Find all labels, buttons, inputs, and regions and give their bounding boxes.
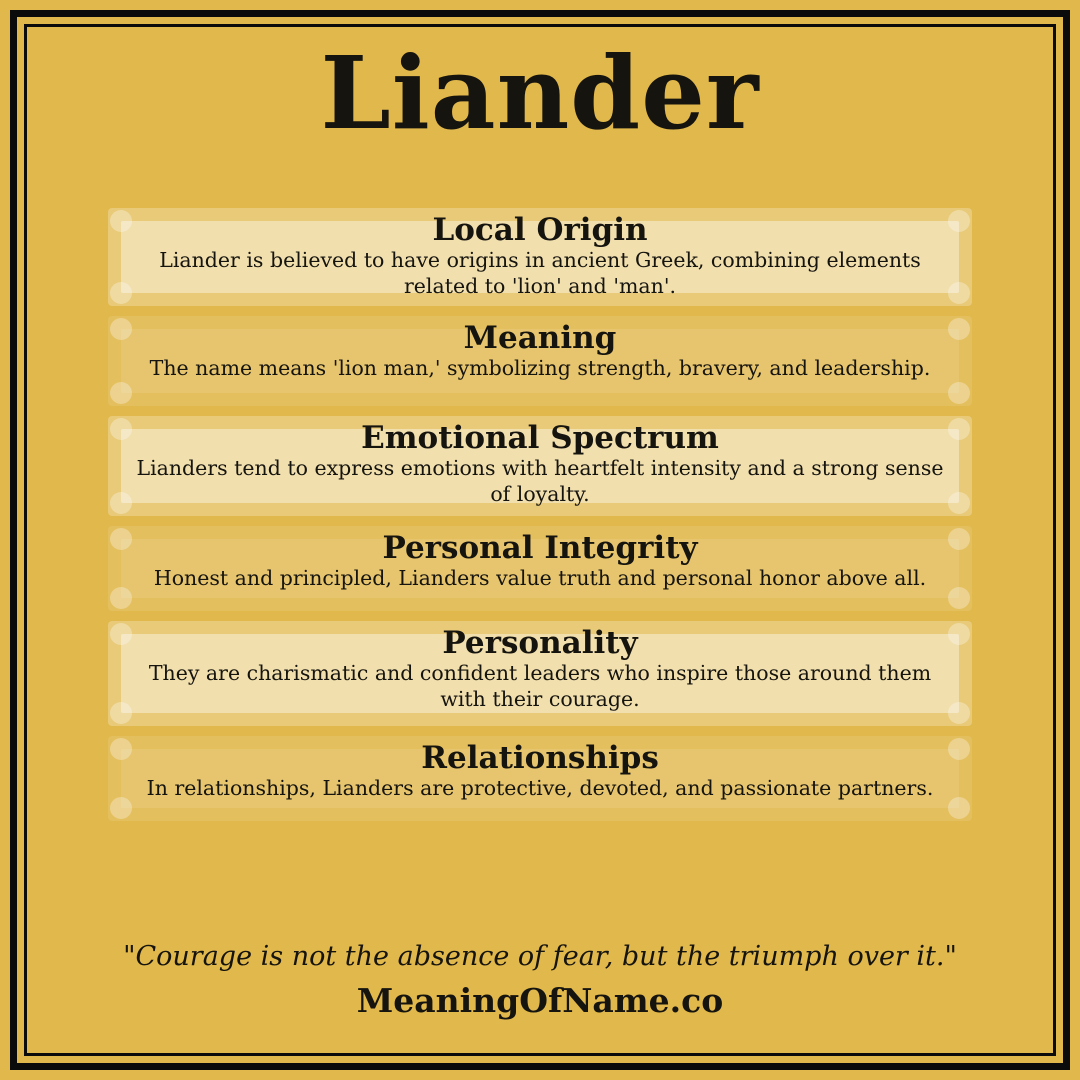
section-local-origin	[108, 208, 972, 306]
section-text: They are charismatic and confident leaders who inspire those around them with their courage.	[148, 661, 932, 711]
corner-dot	[948, 282, 970, 304]
section-text: Lianders tend to express emotions with heartfelt intensity and a strong sense of loyalty.	[136, 456, 944, 506]
section-relationships	[108, 736, 972, 821]
section-heading: Personality	[442, 625, 638, 661]
corner-dot	[110, 382, 132, 404]
section-heading: Personal Integrity	[382, 530, 698, 566]
corner-dot	[948, 702, 970, 724]
brand-name: MeaningOfName.co	[356, 981, 724, 1020]
section-heading: Relationships	[421, 740, 659, 776]
section-text: Honest and principled, Lianders value truth and personal honor above all.	[153, 566, 927, 590]
section-text: In relationships, Lianders are protective, devoted, and passionate partners.	[146, 776, 934, 800]
section-heading: Local Origin	[432, 212, 648, 248]
corner-dot	[948, 382, 970, 404]
section-text: The name means 'lion man,' symbolizing strength, bravery, and leadership.	[149, 356, 931, 380]
corner-dot	[948, 587, 970, 609]
section-text: Liander is believed to have origins in ancient Greek, combining elements related to 'lion' and 'man'.	[159, 248, 921, 298]
section-personal-integrity	[108, 526, 972, 611]
corner-dot	[948, 797, 970, 819]
quote-text: "Courage is not the absence of fear, but the triumph over it."	[123, 941, 957, 972]
section-personality	[108, 621, 972, 726]
section-heading: Meaning	[463, 320, 617, 356]
page-title: Liander	[320, 34, 760, 152]
sections-list	[108, 208, 972, 821]
section-meaning	[108, 316, 972, 406]
corner-dot	[948, 492, 970, 514]
section-heading: Emotional Spectrum	[361, 420, 719, 456]
section-emotional-spectrum	[108, 416, 972, 516]
